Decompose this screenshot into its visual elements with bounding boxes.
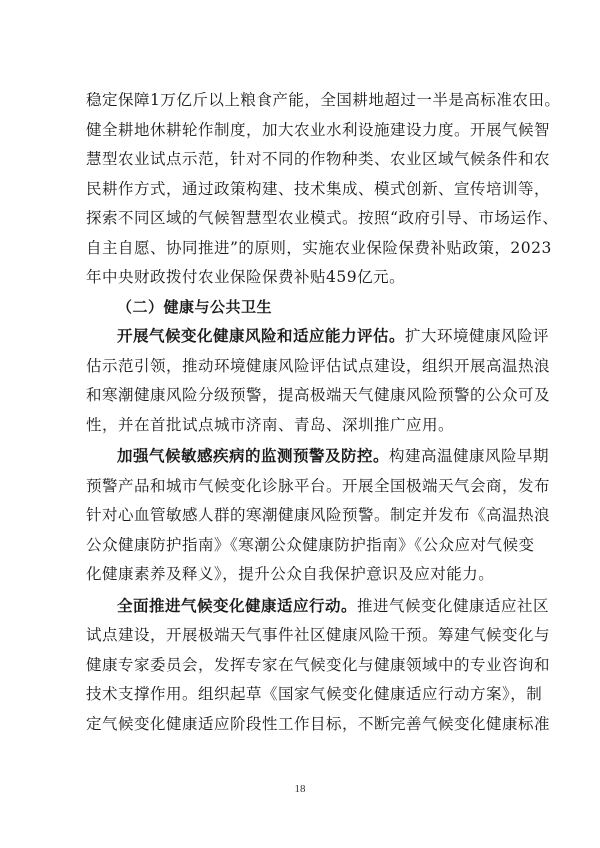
text-line: 定气候变化健康适应阶段性工作目标，不断完善气候变化健康标准 bbox=[86, 714, 551, 733]
paragraph-disease-monitoring bbox=[86, 442, 551, 590]
text-line: 技术支撑作用。组织起草《国家气候变化健康适应行动方案》，制 bbox=[86, 685, 543, 703]
text-line: 和寒潮健康风险分级预警，提高极端天气健康风险预警的公众可及 bbox=[86, 386, 551, 404]
paragraph-first-line bbox=[86, 322, 550, 352]
paragraph-first-line bbox=[86, 592, 550, 622]
text-line: 慧型农业试点示范，针对不同的作物种类、农业区域气候条件和农 bbox=[86, 150, 551, 168]
text-line: 针对心血管敏感人群的寒潮健康风险预警。制定并发布《高温热浪 bbox=[86, 506, 551, 524]
page-number: 18 bbox=[294, 783, 306, 795]
paragraph-agriculture bbox=[86, 86, 561, 293]
paragraph-first-line bbox=[86, 442, 550, 472]
paragraph-first-rest: 推进气候变化健康适应社区 bbox=[357, 596, 550, 615]
paragraph-lead: 开展气候变化健康风险和适应能力评估。 bbox=[117, 327, 406, 345]
page-body bbox=[86, 86, 561, 739]
text-line: 健全耕地休耕轮作制度，加大农业水利设施建设力度。开展气候智 bbox=[86, 120, 551, 139]
text-line: 自主自愿、协同推进”的原则，实施农业保险保费补贴政策，2023 bbox=[86, 238, 552, 257]
paragraph-lead: 全面推进气候变化健康适应行动。 bbox=[117, 596, 358, 615]
text-line: 试点建设，开展极端天气事件社区健康风险干预。筹建气候变化与 bbox=[86, 626, 551, 644]
section-heading: （二）健康与公共卫生 bbox=[117, 297, 273, 316]
text-line: 民耕作方式，通过政策构建、技术集成、模式创新、宣传培训等， bbox=[86, 179, 551, 198]
text-line: 健康专家委员会，发挥专家在气候变化与健康领域中的专业咨询和 bbox=[86, 655, 551, 674]
paragraph-adaptation-action bbox=[86, 592, 551, 740]
paragraph-first-rest: 扩大环境健康风险评 bbox=[405, 327, 550, 345]
text-line: 探索不同区域的气候智慧型农业模式。按照“政府引导、市场运作、 bbox=[86, 209, 559, 227]
text-line: 稳定保障1万亿斤以上粮食产能，全国耕地超过一半是高标准农田。 bbox=[86, 91, 561, 109]
text-line: 预警产品和城市气候变化诊脉平台。开展全国极端天气会商，发布 bbox=[86, 476, 551, 495]
text-line: 化健康素养及释义》，提升公众自我保护意识及应对能力。 bbox=[86, 565, 495, 583]
paragraph-health-risk-assessment bbox=[86, 322, 551, 440]
text-line: 性，并在首批试点城市济南、青岛、深圳推广应用。 bbox=[86, 415, 455, 434]
text-line: 年中央财政拨付农业保险保费补贴459亿元。 bbox=[86, 268, 406, 286]
text-line: 估示范引领，推动环境健康风险评估试点建设，组织开展高温热浪 bbox=[86, 356, 551, 375]
paragraph-first-rest: 构建高温健康风险早期 bbox=[389, 447, 550, 465]
text-line: 公众健康防护指南》《寒潮公众健康防护指南》《公众应对气候变 bbox=[86, 535, 535, 554]
paragraph-lead: 加强气候敏感疾病的监测预警及防控。 bbox=[117, 447, 390, 465]
